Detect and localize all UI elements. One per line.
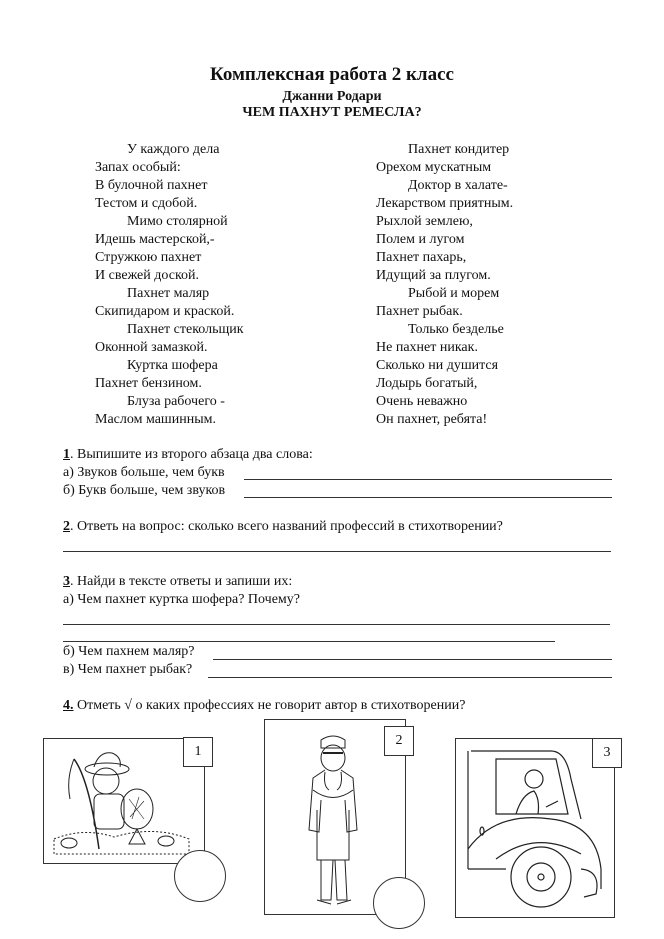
task-1-number: 1 [63,447,70,462]
driver-icon [456,739,614,917]
poem-line: Орехом мускатным [376,160,492,175]
poem-line: Куртка шофера [127,358,218,373]
worksheet-title: Комплексная работа 2 класс [210,64,454,85]
picture-number-1: 1 [183,737,213,767]
task-3a-label: а) Чем пахнет куртка шофера? Почему? [63,592,300,607]
poem-left-column [95,141,244,429]
poem-line: Идущий за плугом. [376,268,491,283]
answer-checkbox-circle-2[interactable] [373,877,425,929]
poem-line: Очень неважно [376,394,468,409]
poem-line: Пахнет стекольщик [127,322,244,337]
poem-line: Мимо столярной [127,214,228,229]
task-4-text: Отметь √ о каких профессиях не говорит автор в стихотворении? [73,698,466,713]
poem-line: Не пахнет никак. [376,340,478,355]
fisherman-icon [44,739,204,863]
poem-line: Рыбой и морем [408,286,500,301]
poem-line: Стружкою пахнет [95,250,202,265]
poem-line: Запах особый: [95,160,181,175]
poem-line: Рыхлой землею, [376,214,473,229]
picture-number-2: 2 [384,726,414,756]
poem-line: В булочной пахнет [95,178,208,193]
task-3c-answer-line[interactable] [208,677,612,678]
poem-line: Лекарством приятным. [376,196,514,211]
poem-line: Пахнет рыбак. [376,304,463,319]
poem-line: Блуза рабочего - [127,394,225,409]
task-3-number: 3 [63,574,70,589]
answer-checkbox-circle-1[interactable] [174,850,226,902]
poem-line: Тестом и сдобой. [95,196,198,211]
poem-line: Только безделье [408,322,504,337]
poem-line: Пахнет кондитер [408,142,510,157]
task-3b-label: б) Чем пахнем маляр? [63,644,195,659]
task-1b-label: б) Букв больше, чем звуков [63,483,226,498]
task-3b-answer-line[interactable] [213,659,612,660]
task-3-text: . Найди в тексте ответы и запиши их: [70,574,293,589]
poem-line: Полем и лугом [376,232,465,247]
task-1a-answer-line[interactable] [244,479,612,480]
task-1-prompt [63,446,313,464]
task-2-prompt [63,518,503,536]
poem-line: Оконной замазкой. [95,340,208,355]
poem-line: Скипидаром и краской. [95,304,235,319]
poem-line: Лодырь богатый, [376,376,478,391]
task-2-answer-line[interactable] [63,551,611,552]
task-2-number: 2 [63,519,70,534]
poem-author: Джанни Родари [282,89,382,104]
poem-title: ЧЕМ ПАХНУТ РЕМЕСЛА? [242,105,422,120]
task-1-text: . Выпишите из второго абзаца два слова: [70,447,313,462]
poem-line: Пахнет маляр [127,286,210,301]
picture-card-3 [455,738,615,918]
picture-number-3: 3 [592,738,622,768]
task-3c-label: в) Чем пахнет рыбак? [63,662,193,677]
task-3a-answer-line-1[interactable] [63,624,610,625]
poem-line: И свежей доской. [95,268,200,283]
poem-right-column [376,141,513,429]
task-1a-label: а) Звуков больше, чем букв [63,465,225,480]
poem-line: Доктор в халате- [408,178,508,193]
task-3-prompt [63,573,292,591]
picture-card-1 [43,738,205,864]
poem-line: У каждого дела [127,142,220,157]
poem-line: Он пахнет, ребята! [376,412,488,427]
poem-line: Пахнет пахарь, [376,250,467,265]
poem-line: Идешь мастерской,- [95,232,215,247]
task-3a-answer-line-2[interactable] [63,641,555,642]
task-2-text: . Ответь на вопрос: сколько всего названий профессий в стихотворении? [70,519,503,534]
poem-line: Маслом машинным. [95,412,216,427]
poem-line: Сколько ни душится [376,358,499,373]
task-1b-answer-line[interactable] [244,497,612,498]
poem-line: Пахнет бензином. [95,376,202,391]
task-4-prompt [63,697,465,715]
task-4-number: 4. [63,698,74,713]
